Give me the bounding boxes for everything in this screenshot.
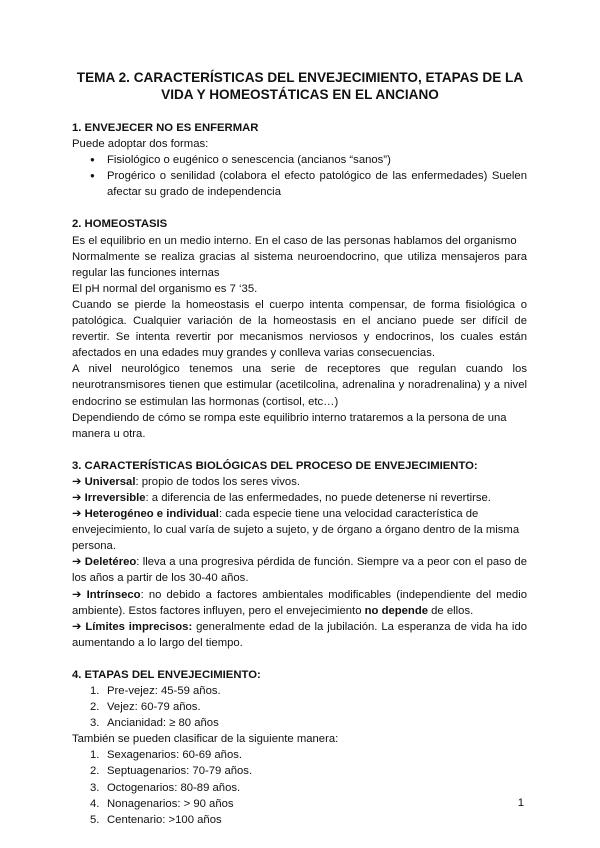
paragraph: El pH normal del organismo es 7 ‘35. — [72, 282, 258, 295]
characteristic-item — [72, 474, 527, 490]
characteristic-text: : a diferencia de las enfermedades, no puede detenerse ni revertirse. — [145, 491, 491, 504]
age-groups-list — [72, 747, 527, 827]
list-item — [72, 699, 527, 715]
characteristic-text: de ellos. — [428, 604, 474, 617]
list-number: 3. — [90, 781, 100, 794]
section-1-intro: Puede adoptar dos formas: — [72, 138, 209, 151]
bullet-item: ● Fisiológico o eugénico o senescencia (ancianos “sanos”) — [72, 152, 527, 168]
characteristic-term: Límites imprecisos: — [85, 620, 193, 633]
arrow-icon: ➔ — [72, 588, 82, 601]
list-text: Sexagenarios: 60-69 años. — [107, 749, 243, 762]
characteristic-text: : cada especie tiene una velocidad característica de envejecimiento, lo cual varía de sujeto a sujeto, y de órgano a órgano dentro de la misma persona. — [72, 508, 520, 553]
arrow-icon: ➔ — [72, 491, 82, 504]
characteristic-text: : lleva a una progresiva pérdida de función. Siempre va a peor con el paso de los años a partir de los 30-40 años. — [72, 556, 527, 585]
list-number: 1. — [90, 749, 100, 762]
list-text: Octogenarios: 80-89 años. — [107, 781, 241, 794]
characteristic-item — [72, 506, 527, 554]
section-1-heading: 1. ENVEJECER NO ES ENFERMAR — [72, 122, 259, 134]
list-text: Nonagenarios: > 90 años — [107, 797, 234, 810]
list-item — [72, 780, 527, 796]
arrow-icon: ➔ — [72, 475, 82, 488]
bullet-item: ● Progérico o senilidad (colabora el efecto patológico de las enfermedades) Suelen afectar su grado de independencia — [72, 168, 527, 200]
paragraph: También se pueden clasificar de la siguiente manera: — [72, 733, 339, 746]
arrow-icon: ➔ — [72, 508, 82, 521]
characteristic-text: : no debido a factores ambientales modificables (independiente del medio ambiente). Estos factores influyen, pero el envejecimiento — [72, 588, 528, 617]
characteristic-term: Irreversible — [84, 491, 146, 504]
stages-list — [72, 683, 527, 731]
characteristic-text: generalmente edad de la jubilación. La esperanza de vida ha ido aumentando a lo largo del tiempo. — [72, 620, 528, 649]
list-text: Septuagenarios: 70-79 años. — [107, 765, 253, 778]
list-item — [72, 715, 527, 731]
list-number: 5. — [90, 813, 100, 826]
list-text: Vejez: 60-79 años. — [107, 701, 201, 714]
characteristic-term: Deletéreo — [84, 556, 137, 569]
list-item — [72, 812, 527, 828]
list-text: Pre-vejez: 45-59 años. — [107, 685, 221, 697]
list-item — [72, 796, 527, 812]
characteristic-term: Intrínseco — [86, 588, 141, 601]
characteristic-term: Heterogéneo e individual — [84, 508, 219, 521]
list-item — [72, 747, 527, 763]
document-body — [72, 120, 527, 828]
list-item — [72, 763, 527, 779]
arrow-icon: ➔ — [72, 556, 82, 569]
list-text: Centenario: >100 años — [107, 813, 222, 826]
document-title: TEMA 2. CARACTERÍSTICAS DEL ENVEJECIMIENTO, ETAPAS DE LA VIDA Y HOMEOSTÁTICAS EN EL ANCIANO — [76, 70, 524, 102]
list-number: 1. — [90, 685, 100, 697]
section-1-bullet-list — [72, 152, 527, 200]
paragraph: Normalmente se realiza gracias al sistema neuroendocrino, que utiliza mensajeros para regular las funciones internas — [72, 250, 527, 279]
list-item — [72, 683, 527, 699]
characteristic-text: : propio de todos los seres vivos. — [135, 475, 301, 488]
arrow-icon: ➔ — [72, 620, 82, 633]
section-4-heading: 4. ETAPAS DEL ENVEJECIMIENTO: — [72, 668, 261, 681]
list-number: 4. — [90, 797, 100, 810]
list-text: Ancianidad: ≥ 80 años — [107, 717, 219, 730]
characteristic-emphasis: no depende — [364, 604, 429, 617]
characteristic-term: Universal — [84, 475, 136, 488]
paragraph: Es el equilibrio en un medio interno. En el caso de las personas hablamos del organismo — [72, 234, 517, 247]
paragraph: A nivel neurológico tenemos una serie de receptores que regulan cuando los neurotransmisores tienen que estimular (acetilcolina, adrenalina y noradrenalina) y a nivel endocrino se estimulan las hormonas (cortisol, etc…) — [72, 363, 527, 408]
section-2-heading: 2. HOMEOSTASIS — [72, 218, 168, 231]
list-number: 2. — [90, 765, 100, 778]
characteristic-item — [72, 619, 527, 651]
paragraph: Dependiendo de cómo se rompa este equilibrio interno trataremos a la persona de una manera u otra. — [72, 411, 507, 440]
characteristic-item — [72, 490, 527, 506]
characteristic-item — [72, 587, 527, 619]
section-3-heading: 3. CARACTERÍSTICAS BIOLÓGICAS DEL PROCESO DE ENVEJECIMIENTO: — [72, 459, 478, 472]
characteristic-item — [72, 554, 527, 586]
page-number: 1 — [517, 797, 524, 809]
list-number: 3. — [90, 717, 100, 730]
list-number: 2. — [90, 701, 100, 714]
paragraph: Cuando se pierde la homeostasis el cuerpo intenta compensar, de forma fisiológica o patológica. Cualquier variación de la homeostasis en el anciano puede ser difícil de revertir. Se intenta revertir por mecanismos nerviosos y endocrinos, los cuales están afectados en una edades muy grandes y conlleva varias consecuencias. — [72, 298, 527, 360]
